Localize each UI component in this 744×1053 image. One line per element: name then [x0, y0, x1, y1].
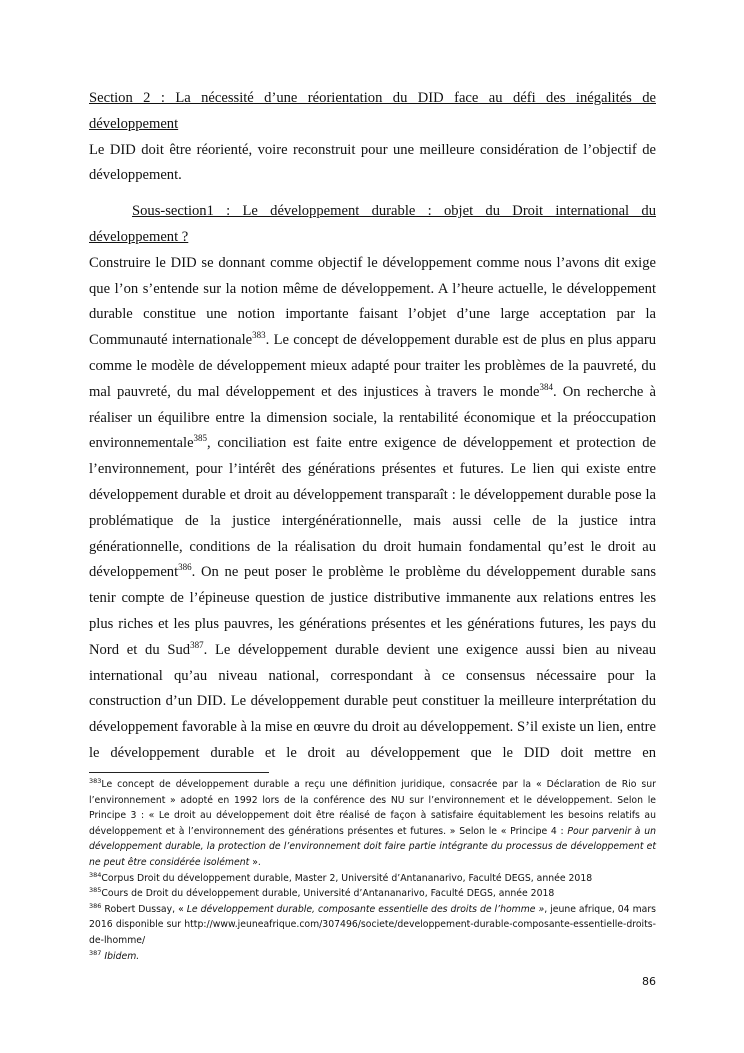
footnote-385: $^{385}$Cours de Droit du développement durable, Université d’Antananarivo, Faculté DEGS, année 2018: [89, 886, 555, 900]
section-intro: Le DID doit être réorienté, voire reconstruit pour une meilleure considération de l’objectif de développement.: [89, 141, 656, 184]
body-paragraph: Construire le DID se donnant comme objectif le développement comme nous l’avons dit exige que l’on s’entende sur la notion même de développement. A l’heure actuelle, le développement durable constitue une notion importante faisant l’objet d’une large acceptation par la Communauté internationale$^{383}$. Le concept de développement durable est de plus en plus apparu comme le modèle de développement mieux adapté pour traiter les problèmes de la pauvreté, du mal pauvreté, du mal développement et des injustices à travers le monde$^{384}$. On recherche à réaliser un équilibre entre la dimension sociale, la rentabilité économique et la préoccupation environnementale$^{385}$, conciliation est faite entre exigence de développement et protection de l’environnement, pour l’intérêt des générations présentes et futures. Le lien qui existe entre développement durable et droit au développement transparaît : le développement durable pose la problématique de la justice intergénérationnelle, mais aussi celle de la justice intra générationnelle, conditions de la réalisation du droit humain fondamental qu’est le droit au développement$^{386}$. On ne peut poser le problème le problème du développement durable sans tenir compte de l’épineuse question de justice distributive immanente aux relations entres les plus riches et les plus pauvres, les générations présentes et les générations futures, les pays du Nord et du Sud$^{387}$. Le développement durable devient une exigence aussi bien au niveau international qu’au niveau national, correspondant à ce consensus nécessaire pour la construction d’un DID. Le développement durable peut constituer la meilleure interprétation du développement favorable à la mise en œuvre du droit au développement. S’il existe un lien, entre le développement durable et le droit au développement que le DID doit mettre en: [89, 254, 657, 761]
page-number: 86: [642, 975, 656, 988]
footnote-384: $^{384}$Corpus Droit du développement durable, Master 2, Université d’Antananarivo, Faculté DEGS, année 2018: [89, 870, 593, 884]
footnote-ref-385[interactable]: 385: [193, 433, 208, 444]
footnote-ref-384[interactable]: 384: [539, 381, 553, 392]
footnote-ref-386[interactable]: 386: [178, 562, 192, 573]
section-heading-cont: développement: [89, 115, 179, 132]
footnote-387: $^{387}$ Ibidem.: [89, 948, 140, 962]
footnotes: [89, 777, 656, 964]
subsection-heading: Sous-section1 : Le développement durable : objet du Droit international du: [132, 203, 656, 220]
footnote-386: $^{386}$ Robert Dussay, « Le développement durable, composante essentielle des droits de l’homme », jeune afrique, 04 mars 2016 disponible sur http://www.jeuneafrique.com/307496/societe/developpement-durable-composante-essentielle-droits-de-lhomme/: [89, 901, 656, 946]
footnote-383: $^{383}$Le concept de développement durable a reçu une définition juridique, consacrée par la « Déclaration de Rio sur l’environnement » adopté en 1992 lors de la conférence des NU sur l’environnement et le développement. Selon le Principe 3 : « Le droit au développement doit être réalisé de façon à satisfaire équitablement les besoins relatifs au développement et à l’environnement des générations présentes et futures. » Selon le « Principe 4 : Pour parvenir à un développement durable, la protection de l’environnement doit faire partie intégrante du processus de développement et ne peut être considérée isolément ».: [89, 777, 657, 868]
footnote-separator: [89, 772, 269, 773]
footnote-ref-383[interactable]: 383: [252, 330, 266, 341]
subsection-heading-cont: développement ?: [89, 228, 189, 245]
footnote-ref-387[interactable]: 387: [190, 639, 204, 650]
section-heading: Section 2 : La nécessité d’une réorientation du DID face au défi des inégalités de: [89, 90, 656, 106]
main-text: [89, 86, 656, 767]
